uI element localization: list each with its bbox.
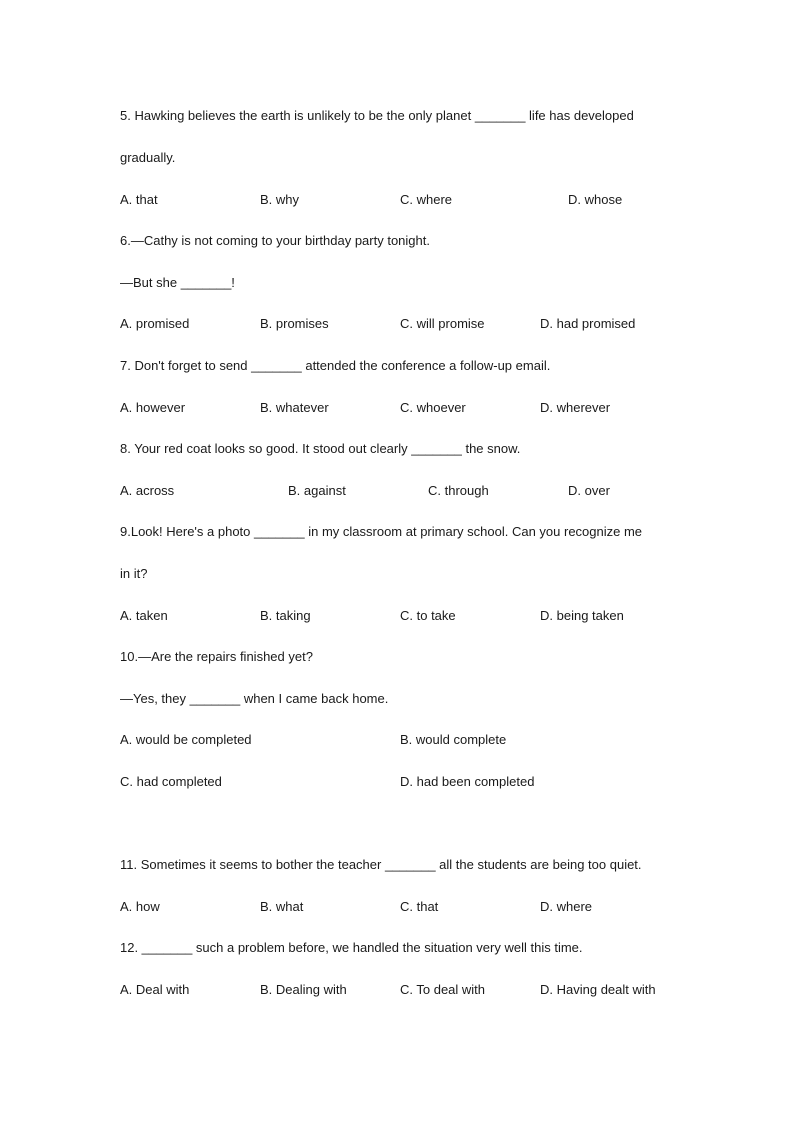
question-7-option-d: D. wherever	[540, 400, 611, 415]
question-6-stem-continued: —But she _______!	[120, 275, 235, 290]
question-6-option-d: D. had promised	[540, 316, 636, 331]
question-10-option-a: A. would be completed	[120, 732, 252, 747]
question-8-option-b: B. against	[288, 483, 346, 498]
question-12-option-d: D. Having dealt with	[540, 982, 656, 997]
question-11-option-b: B. what	[260, 899, 304, 914]
question-9-stem: 9.Look! Here's a photo _______ in my classroom at primary school. Can you recognize me	[120, 524, 643, 539]
question-6-option-b: B. promises	[260, 316, 329, 331]
question-8-option-a: A. across	[120, 483, 175, 498]
question-7-option-c: C. whoever	[400, 400, 466, 415]
question-12-option-b: B. Dealing with	[260, 982, 347, 997]
question-10-option-c: C. had completed	[120, 774, 222, 789]
question-5-stem: 5. Hawking believes the earth is unlikely to be the only planet _______ life has developed	[120, 108, 634, 123]
question-12-option-c: C. To deal with	[400, 982, 486, 997]
question-12-option-a: A. Deal with	[120, 982, 190, 997]
question-5-option-a: A. that	[120, 192, 158, 207]
question-9-option-b: B. taking	[260, 608, 311, 623]
question-10-option-d: D. had been completed	[400, 774, 535, 789]
question-7-stem: 7. Don't forget to send _______ attended the conference a follow-up email.	[120, 358, 551, 373]
question-7-option-b: B. whatever	[260, 400, 329, 415]
question-5-option-c: C. where	[400, 192, 453, 207]
question-11-option-c: C. that	[400, 899, 439, 914]
question-10-option-b: B. would complete	[400, 732, 507, 747]
question-5-option-d: D. whose	[568, 192, 623, 207]
question-10-stem-continued: —Yes, they _______ when I came back home.	[120, 691, 389, 706]
question-9-option-a: A. taken	[120, 608, 168, 623]
question-6-stem: 6.—Cathy is not coming to your birthday party tonight.	[120, 233, 430, 248]
question-8-option-d: D. over	[568, 483, 610, 498]
question-8-option-c: C. through	[428, 483, 489, 498]
question-12-stem: 12. _______ such a problem before, we handled the situation very well this time.	[120, 940, 583, 955]
question-9-option-c: C. to take	[400, 608, 456, 623]
question-5-stem-continued: gradually.	[120, 150, 176, 165]
question-5-option-b: B. why	[260, 192, 300, 207]
question-7-option-a: A. however	[120, 400, 186, 415]
question-11-option-d: D. where	[540, 899, 593, 914]
question-9-stem-continued: in it?	[120, 566, 148, 581]
question-8-stem: 8. Your red coat looks so good. It stood out clearly _______ the snow.	[120, 441, 521, 456]
question-6-option-a: A. promised	[120, 316, 190, 331]
question-6-option-c: C. will promise	[400, 316, 485, 331]
question-11-option-a: A. how	[120, 899, 160, 914]
question-11-stem: 11. Sometimes it seems to bother the teacher _______ all the students are being too quiet.	[120, 857, 642, 872]
question-9-option-d: D. being taken	[540, 608, 624, 623]
question-10-stem: 10.—Are the repairs finished yet?	[120, 649, 313, 664]
